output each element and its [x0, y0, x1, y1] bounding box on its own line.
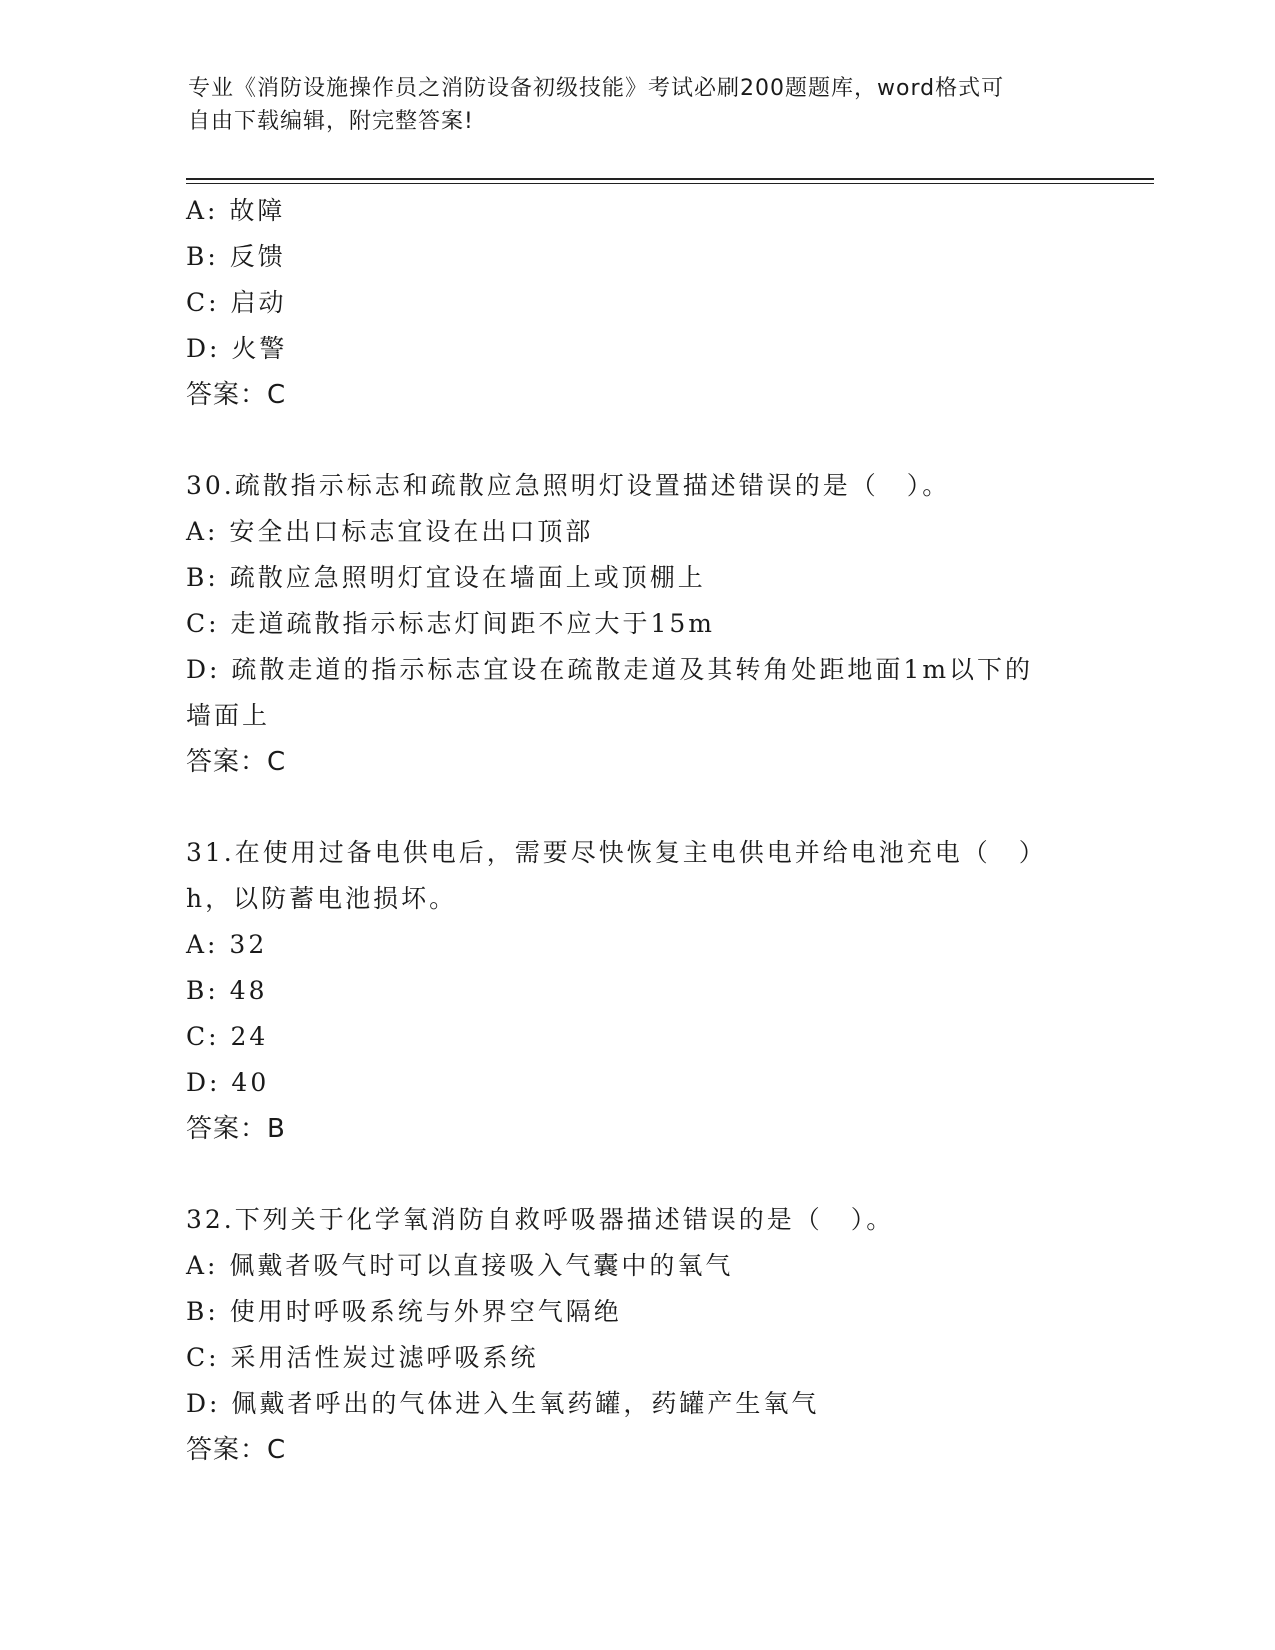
option-a: A: 32 — [186, 930, 268, 959]
question-block-31 — [186, 830, 1086, 1152]
header-divider — [186, 178, 1154, 180]
header-divider-thin — [186, 183, 1154, 184]
header-line-2: 自由下载编辑，附完整答案! — [188, 109, 474, 134]
header-line-1: 专业《消防设施操作员之消防设备初级技能》考试必刷200题题库，word格式可 — [188, 76, 1005, 101]
option-d: D: 火警 — [186, 334, 288, 363]
option-a: A: 安全出口标志宜设在出口顶部 — [186, 517, 594, 546]
answer-line: 答案：C — [186, 380, 287, 410]
option-d: D: 佩戴者呼出的气体进入生氧药罐，药罐产生氧气 — [186, 1389, 820, 1418]
answer-line: 答案：B — [186, 1114, 286, 1144]
option-c: C: 24 — [186, 1022, 269, 1051]
question-stem: 32.下列关于化学氧消防自救呼吸器描述错误的是（ ）。 — [186, 1205, 895, 1234]
option-d-continued: 墙面上 — [186, 701, 271, 730]
option-c: C: 走道疏散指示标志灯间距不应大于15m — [186, 609, 716, 638]
document-header — [188, 72, 1088, 138]
option-b: B: 48 — [186, 976, 268, 1005]
option-c: C: 采用活性炭过滤呼吸系统 — [186, 1343, 539, 1372]
option-b: B: 使用时呼吸系统与外界空气隔绝 — [186, 1297, 622, 1326]
question-block-prev — [186, 188, 1086, 418]
question-stem-continued: h，以防蓄电池损坏。 — [186, 884, 458, 913]
option-d: D: 40 — [186, 1068, 270, 1097]
question-block-32 — [186, 1197, 1086, 1473]
answer-line: 答案：C — [186, 747, 287, 777]
question-list — [186, 188, 1086, 1473]
option-a: A: 佩戴者吸气时可以直接吸入气囊中的氧气 — [186, 1251, 734, 1280]
question-stem: 30.疏散指示标志和疏散应急照明灯设置描述错误的是（ ）。 — [186, 471, 951, 500]
answer-line: 答案：C — [186, 1435, 287, 1465]
option-d: D: 疏散走道的指示标志宜设在疏散走道及其转角处距地面1m以下的 — [186, 655, 1034, 684]
option-a: A: 故障 — [186, 196, 286, 225]
option-c: C: 启动 — [186, 288, 287, 317]
option-b: B: 反馈 — [186, 242, 286, 271]
question-block-30 — [186, 463, 1086, 785]
option-b: B: 疏散应急照明灯宜设在墙面上或顶棚上 — [186, 563, 706, 592]
question-stem: 31.在使用过备电供电后，需要尽快恢复主电供电并给电池充电（ ） — [186, 838, 1047, 867]
